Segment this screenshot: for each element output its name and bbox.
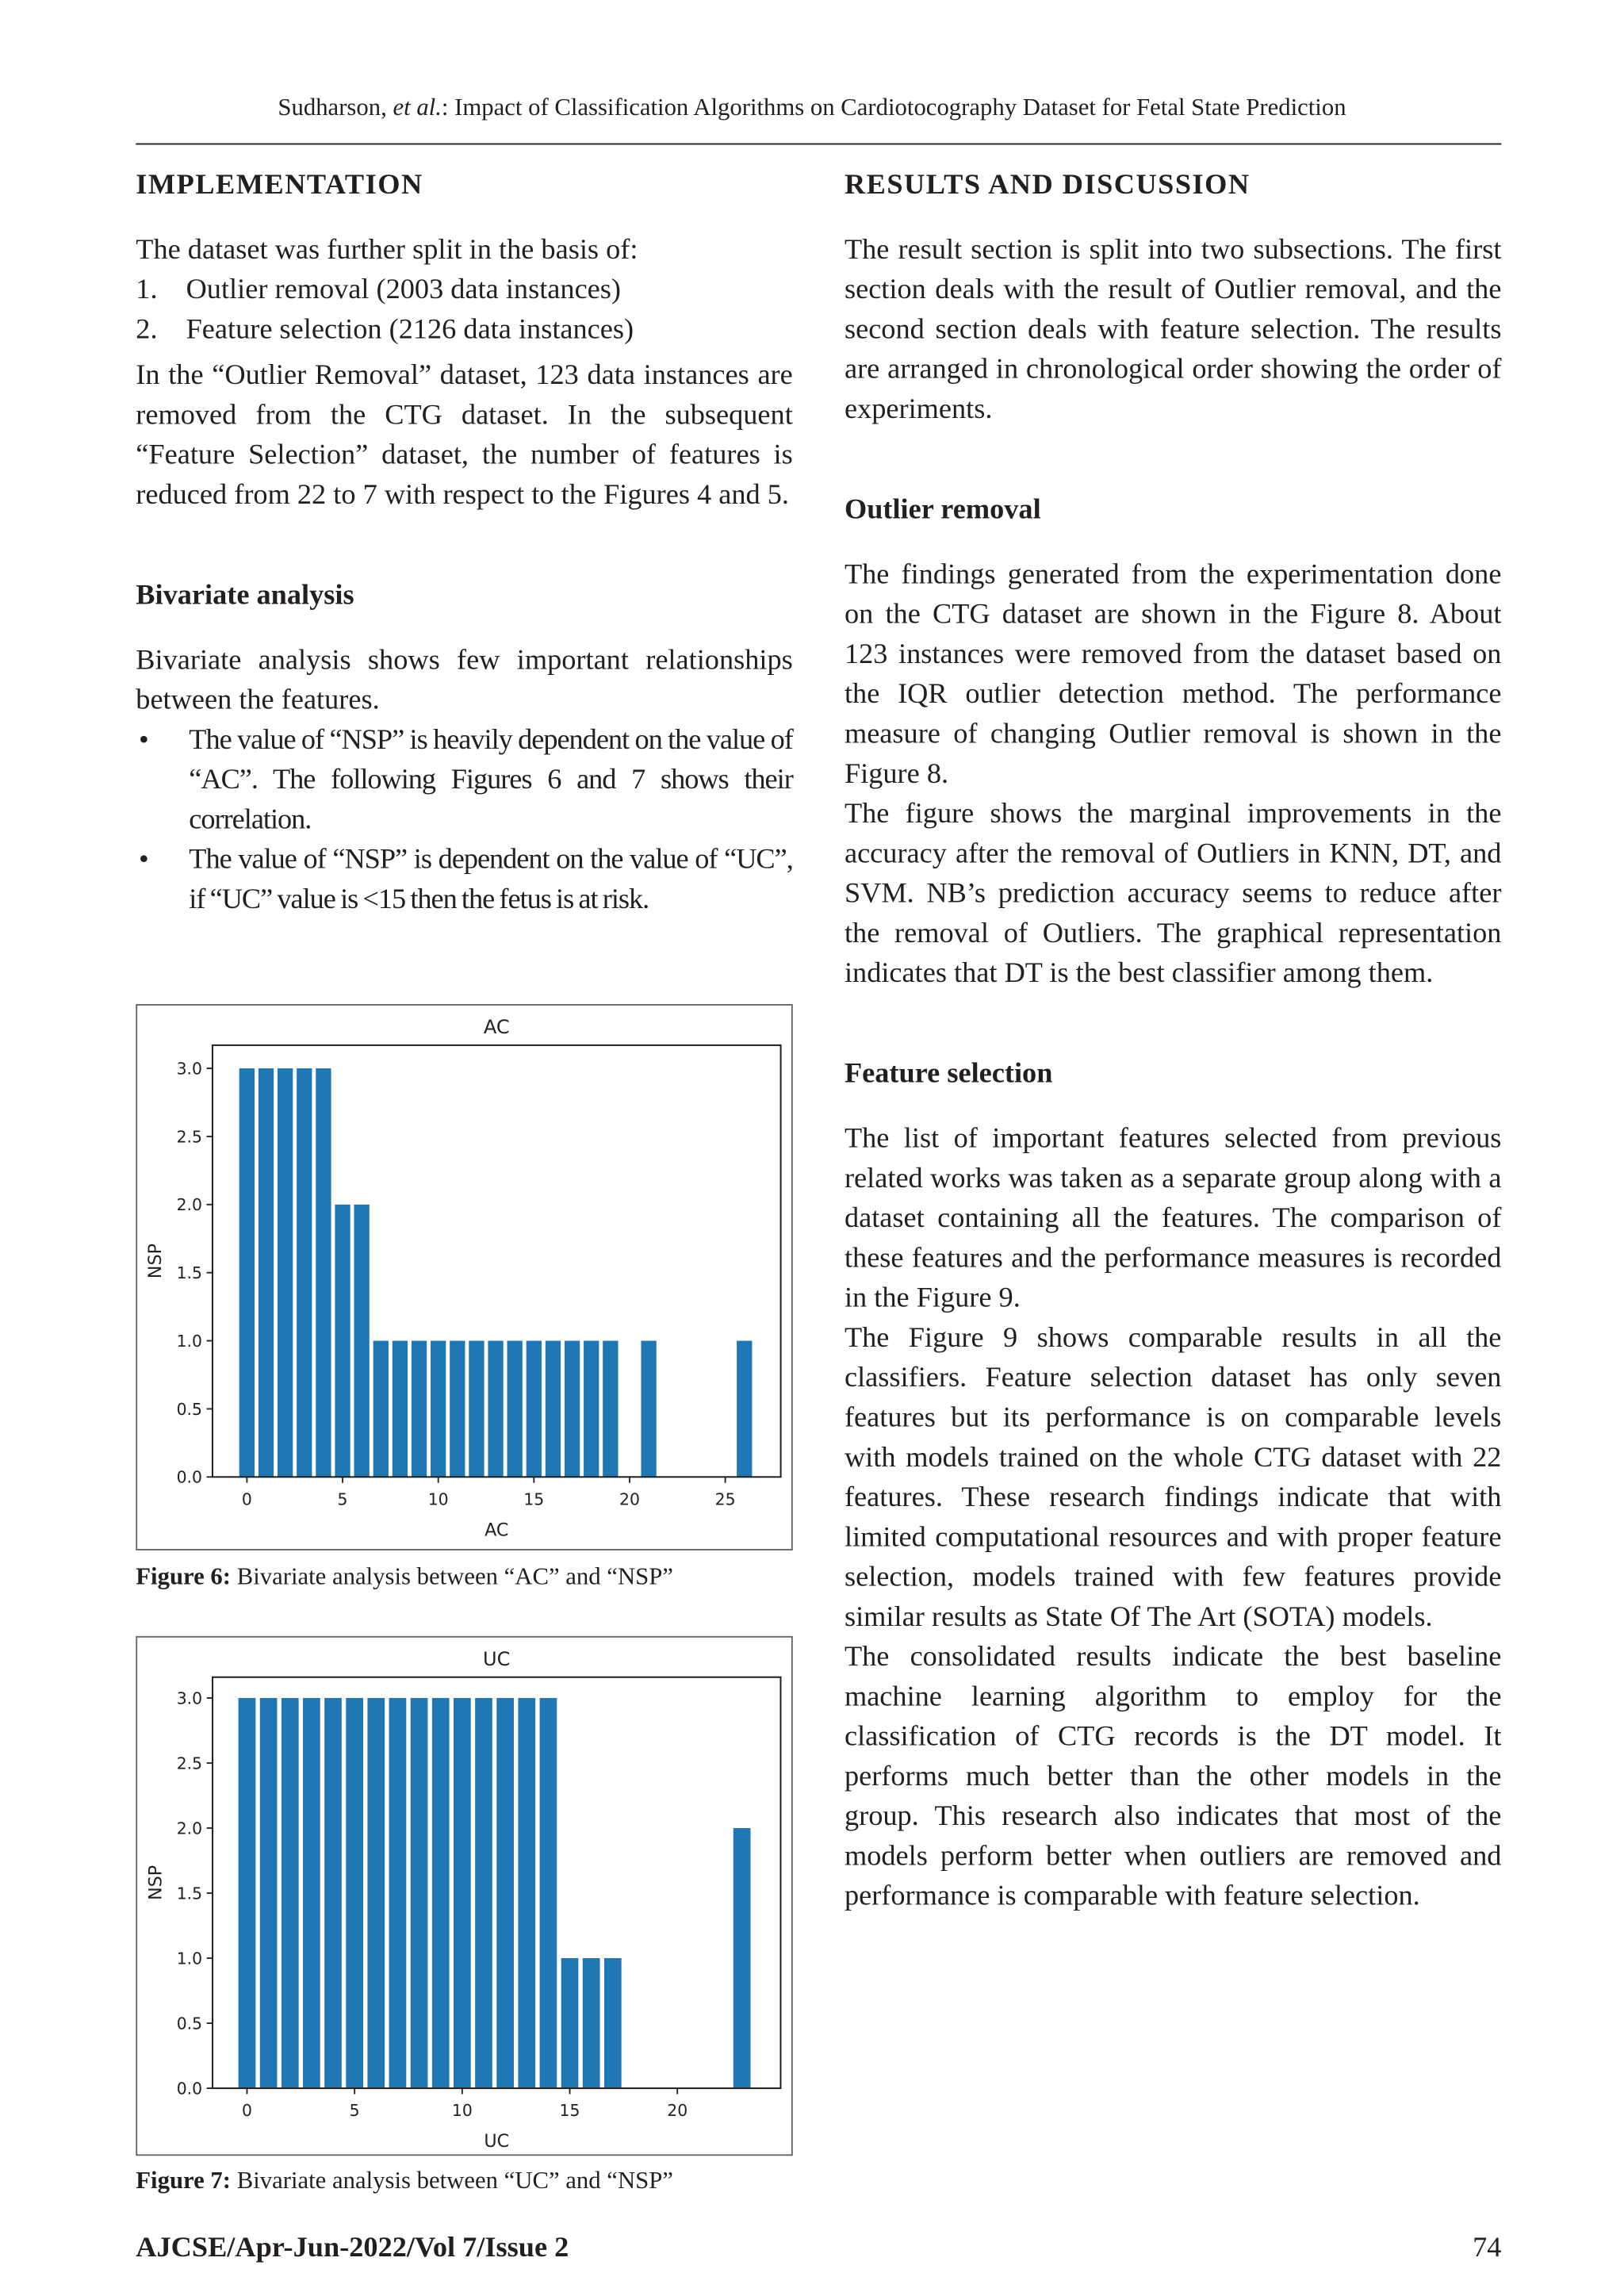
bar (431, 1341, 446, 1478)
bar (259, 1068, 274, 1477)
y-tick-label: 1.5 (176, 1884, 203, 1903)
x-tick-label: 5 (349, 2101, 360, 2121)
x-tick-label: 0 (241, 1489, 252, 1509)
chart-title: UC (483, 1647, 511, 1670)
figure-6-caption (136, 1562, 673, 1592)
bar (641, 1341, 656, 1478)
paragraph: The result section is split into two subsections. The first section deals with the result of Outlier removal, and the second section deals with feature selection. The results are arranged in chronological order showing the order of experiments. (844, 235, 1502, 426)
x-axis-label: AC (485, 1520, 509, 1541)
bar (260, 1698, 278, 2088)
x-tick-label: 15 (559, 2101, 580, 2121)
bar (603, 1341, 618, 1478)
running-header (0, 93, 1624, 122)
list-item (136, 310, 793, 350)
bar (737, 1341, 752, 1478)
bar (316, 1068, 331, 1477)
bar (367, 1698, 385, 2088)
bar (565, 1341, 580, 1478)
bar (324, 1698, 342, 2088)
y-tick-label: 1.0 (176, 1949, 203, 1968)
bar (604, 1958, 622, 2088)
chart-title: AC (483, 1016, 510, 1039)
paragraph: In the “Outlier Removal” dataset, 123 data instances are removed from the CTG dataset. In the subsequent “Feature Selection” dataset, the number of features is reduced from 22 to 7 with respect to the Figures 4 and 5. (136, 360, 793, 512)
y-axis-label: NSP (145, 1244, 167, 1279)
x-tick-label: 20 (667, 2101, 688, 2121)
paragraph: The list of important features selected from previous related works was taken as a separate group along with a dataset containing all the features. The comparison of these features and the performance measures is recorded in the Figure 9. (844, 1123, 1502, 1315)
bar (389, 1698, 407, 2088)
bar (303, 1698, 320, 2088)
figure-6-chart (136, 1004, 793, 1550)
caption-text: Bivariate analysis between “UC” and “NSP” (231, 2166, 673, 2194)
bar (297, 1068, 312, 1477)
right-column (845, 166, 1502, 1917)
bar (450, 1341, 465, 1478)
list-text: Feature selection (2126 data instances) (186, 314, 634, 346)
caption-label: Figure 7: (136, 2166, 232, 2194)
y-tick-label: 0.0 (176, 2079, 203, 2099)
bar (583, 1958, 600, 2088)
bar (346, 1698, 363, 2088)
bar (335, 1205, 350, 1477)
y-tick-label: 0.5 (176, 1399, 203, 1419)
footer-page-number: 74 (1473, 2233, 1502, 2264)
header-authors: Sudharson, (278, 93, 393, 121)
subheading-feature-selection: Feature selection (844, 1058, 1053, 1091)
x-tick-label: 15 (523, 1489, 545, 1509)
bar (432, 1698, 450, 2088)
paragraph: Bivariate analysis shows few important relationships between the features. (136, 645, 793, 716)
x-tick-label: 10 (427, 1489, 449, 1509)
bar (393, 1341, 408, 1478)
bar (475, 1698, 492, 2088)
bullet-icon: • (139, 844, 148, 876)
bar (496, 1698, 514, 2088)
paragraph: The figure shows the marginal improvements in the accuracy after the removal of Outliers in KNN, DT, and SVM. NB’s prediction accuracy seems to reduce after the removal of Outliers. The graphical representation indicates that DT is the best classifier among them. (844, 799, 1502, 990)
y-axis-label: NSP (145, 1865, 167, 1900)
x-tick-label: 5 (337, 1489, 348, 1509)
bar (733, 1828, 751, 2088)
paragraph: The Figure 9 shows comparable results in all the classifiers. Feature selection dataset has only seven features but its performance is on comparable levels with models trained on the whole CTG dataset with 22 features. These research findings indicate that with limited computational resources and with proper feature selection, models trained with few features provide similar results as State Of The Art (SOTA) models. (844, 1323, 1502, 1634)
y-tick-label: 3.0 (176, 1059, 203, 1079)
header-rule (136, 144, 1501, 145)
footer-journal: AJCSE/Apr-Jun-2022/Vol 7/Issue 2 (136, 2233, 569, 2264)
caption-label: Figure 6: (136, 1562, 232, 1591)
bar (354, 1205, 370, 1477)
bullet-item (136, 840, 793, 920)
section-heading-results: RESULTS AND DISCUSSION (844, 170, 1251, 201)
y-tick-label: 2.0 (176, 1195, 203, 1215)
bar (527, 1341, 542, 1478)
bar (454, 1698, 471, 2088)
bullet-icon: • (139, 725, 148, 757)
y-tick-label: 2.0 (176, 1819, 203, 1838)
bar (239, 1698, 256, 2088)
bar (546, 1341, 561, 1478)
x-axis-label: UC (484, 2131, 510, 2152)
bullet-text: The value of “NSP” is dependent on the value of “UC”, if “UC” value is <15 then the fetus is at risk. (189, 844, 793, 916)
bullet-item (136, 721, 793, 841)
subheading-outlier-removal: Outlier removal (844, 494, 1041, 526)
header-title: : Impact of Classification Algorithms on Cardiotocography Dataset for Fetal State Prediction (441, 93, 1346, 121)
figure-7-caption (136, 2166, 673, 2195)
paragraph: The findings generated from the experimentation done on the CTG dataset are shown in the Figure 8. About 123 instances were removed from the dataset based on the IQR outlier detection method. The performance measure of changing Outlier removal is shown in the Figure 8. (844, 559, 1502, 791)
uc-nsp-bar-chart (137, 1638, 791, 2155)
subheading-bivariate: Bivariate analysis (136, 580, 354, 611)
bar (239, 1068, 255, 1477)
bar (540, 1698, 557, 2088)
header-etal: et al. (393, 93, 442, 121)
list-item (136, 270, 793, 310)
bullet-text: The value of “NSP” is heavily dependent on the value of “AC”. The following Figures 6 and 7 shows their correlation. (189, 725, 793, 836)
bar (412, 1341, 427, 1478)
bar (518, 1698, 535, 2088)
section-heading-implementation: IMPLEMENTATION (136, 170, 423, 201)
y-tick-label: 1.0 (176, 1331, 203, 1351)
left-column (136, 166, 793, 920)
x-tick-label: 10 (451, 2101, 473, 2121)
bar (278, 1068, 293, 1477)
bar (469, 1341, 484, 1478)
caption-text: Bivariate analysis between “AC” and “NSP” (231, 1562, 673, 1591)
bar (508, 1341, 523, 1478)
list-number: 1. (136, 274, 158, 306)
bar (282, 1698, 299, 2088)
paragraph: The consolidated results indicate the best baseline machine learning algorithm to employ for the classification of CTG records is the DT model. It performs much better than the other models in the group. This research also indicates that most of the models perform better when outliers are removed and performance is comparable with feature selection. (844, 1642, 1502, 1913)
x-tick-label: 0 (241, 2101, 252, 2121)
bar (584, 1341, 599, 1478)
bar (411, 1698, 428, 2088)
list-text: Outlier removal (2003 data instances) (186, 274, 622, 306)
x-tick-label: 20 (619, 1489, 640, 1509)
intro-text: The dataset was further split in the basis of: (136, 235, 638, 266)
bar (488, 1341, 503, 1478)
y-tick-label: 0.0 (176, 1467, 203, 1487)
y-tick-label: 2.5 (176, 1754, 203, 1773)
y-tick-label: 0.5 (176, 2014, 203, 2033)
x-tick-label: 25 (714, 1489, 736, 1509)
bar (373, 1341, 389, 1478)
figure-7-chart (136, 1636, 793, 2156)
ac-nsp-bar-chart (137, 1006, 791, 1549)
bar (561, 1958, 579, 2088)
list-number: 2. (136, 314, 158, 346)
y-tick-label: 1.5 (176, 1263, 203, 1283)
y-tick-label: 3.0 (176, 1688, 203, 1708)
y-tick-label: 2.5 (176, 1127, 203, 1147)
